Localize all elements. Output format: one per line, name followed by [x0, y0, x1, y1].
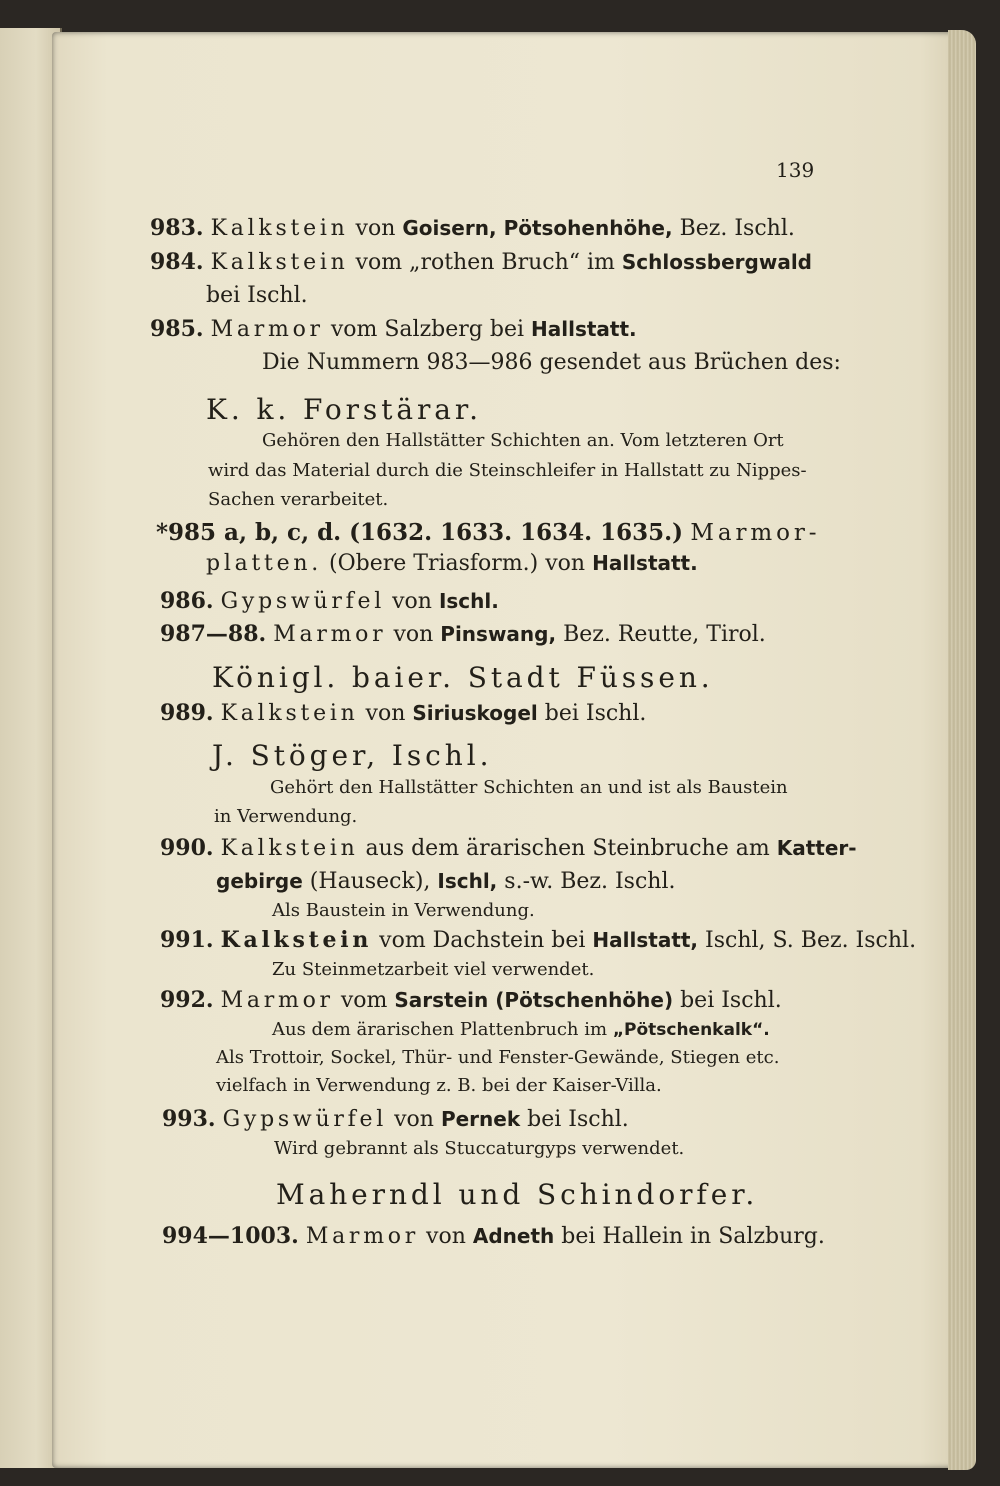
entry-987-88: [160, 623, 766, 646]
entry-locality: Pötsohenhöhe,: [503, 216, 673, 240]
note-line: Gehört den Hallstätter Schichten an und ist als Baustein: [270, 777, 788, 798]
entry-locality: Ischl.: [438, 589, 499, 613]
entry-text: Bez. Reutte, Tirol.: [563, 622, 766, 647]
entry-text: bei Ischl.: [680, 988, 782, 1013]
entry-985a-d-cont: [206, 553, 698, 575]
entry-994-1003: [162, 1225, 825, 1248]
entry-text: von: [355, 216, 396, 241]
exhibitor-heading: K. k. Forstärar.: [206, 393, 482, 426]
note-line: Als Trottoir, Sockel, Thür- und Fenster-Gewände, Stiegen etc.: [216, 1047, 780, 1068]
entry-material: Kalkstein: [210, 216, 349, 241]
entry-locality: (Pötschenhöhe): [495, 988, 674, 1012]
note-983-986: [262, 352, 841, 374]
entry-number: 987—88.: [160, 621, 267, 647]
entry-986: [160, 590, 499, 613]
page-number: 139: [776, 158, 815, 182]
entry-number: 984.: [150, 249, 204, 275]
entry-material: Kalkstein: [220, 927, 373, 953]
entry-material: Marmor-: [690, 520, 821, 546]
entry-text: bei Ischl.: [544, 701, 647, 726]
entry-number: 994—1003.: [162, 1223, 299, 1249]
note-locality: „Pötschenkalk“.: [612, 1020, 770, 1040]
entry-material: Marmor: [273, 622, 387, 647]
entry-locality: Adneth: [472, 1224, 555, 1248]
entry-number: 983.: [150, 215, 204, 241]
entry-text: von: [426, 1224, 466, 1249]
entry-material: Marmor: [220, 988, 334, 1013]
entry-text: Bez. Ischl.: [679, 216, 795, 241]
entry-number: 993.: [162, 1106, 216, 1132]
book-page: [52, 32, 976, 1468]
note-line: wird das Material durch die Steinschleifer in Hallstatt zu Nippes-: [208, 460, 807, 481]
note-line: Sachen verarbeitet.: [208, 489, 389, 510]
entry-985a-d: [156, 521, 820, 545]
note-text: Die Nummern 983—986 gesendet aus Brüchen des:: [262, 350, 841, 375]
entry-locality: Pinswang,: [440, 622, 557, 646]
exhibitor-heading: Maherndl und Schindorfer.: [276, 1178, 759, 1211]
entry-993: [162, 1108, 629, 1131]
entry-text: vom „rothen Bruch“ im: [355, 250, 615, 275]
entry-material: Kalkstein: [210, 250, 349, 275]
entry-locality: Hallstatt.: [531, 317, 637, 341]
entry-locality: Katter-: [776, 836, 857, 860]
entry-locality: Pernek: [440, 1107, 521, 1131]
entry-985: [150, 318, 637, 341]
entry-material: Gypswürfel: [220, 589, 386, 614]
entry-984-cont: [206, 285, 308, 307]
entry-number: 991.: [160, 927, 214, 953]
entry-983: [150, 217, 795, 240]
entry-text: vom Dachstein bei: [379, 928, 586, 953]
entry-number: 990.: [160, 835, 214, 861]
entry-material: platten.: [206, 551, 323, 576]
entry-text: bei Ischl.: [527, 1107, 629, 1132]
entry-locality: Schlossbergwald: [621, 250, 812, 274]
entry-text: s.-w. Bez. Ischl.: [504, 869, 676, 894]
entry-992: [160, 989, 782, 1012]
entry-number: 989.: [160, 700, 214, 726]
note-line: Gehören den Hallstätter Schichten an. Vom letzteren Ort: [262, 430, 784, 451]
entry-990: [160, 837, 857, 860]
entry-locality: gebirge: [216, 869, 303, 893]
entry-material: Marmor: [210, 317, 324, 342]
entry-material: Kalkstein: [220, 701, 359, 726]
entry-locality: Goisern,: [402, 216, 497, 240]
entry-text: vom Salzberg bei: [330, 317, 525, 342]
entry-locality: Ischl,: [437, 869, 498, 893]
entry-locality: Hallstatt,: [592, 928, 699, 952]
note-line: Wird gebrannt als Stuccaturgyps verwendet.: [274, 1138, 685, 1159]
entry-number: *985 a, b, c, d. (1632. 1633. 1634. 1635.): [156, 519, 684, 546]
entry-locality: Hallstatt.: [592, 551, 698, 575]
page-stack-edge: [948, 30, 976, 1470]
entry-984: [150, 251, 812, 274]
entry-989: [160, 702, 646, 725]
note-line: vielfach in Verwendung z. B. bei der Kaiser-Villa.: [216, 1075, 662, 1096]
entry-text: (Hauseck),: [309, 869, 431, 894]
entry-text: Ischl, S. Bez. Ischl.: [705, 928, 917, 953]
entry-number: 986.: [160, 588, 214, 614]
note-line: [272, 1021, 770, 1039]
entry-text: vom: [340, 988, 388, 1013]
entry-text: von: [392, 589, 432, 614]
entry-text: von: [393, 622, 434, 647]
note-line: in Verwendung.: [214, 806, 358, 827]
entry-text: von: [365, 701, 406, 726]
note-text: Aus dem ärarischen Plattenbruch im: [272, 1019, 608, 1040]
entry-990-cont: [216, 871, 675, 893]
entry-991: [160, 929, 916, 952]
entry-text: aus dem ärarischen Steinbruche am: [365, 836, 770, 861]
note-line: Zu Steinmetzarbeit viel verwendet.: [272, 959, 595, 980]
exhibitor-heading: J. Stöger, Ischl.: [212, 739, 493, 772]
entry-text: von: [394, 1107, 434, 1132]
entry-number: 985.: [150, 316, 204, 342]
entry-locality: Sarstein: [394, 988, 489, 1012]
entry-text: bei Ischl.: [206, 283, 308, 308]
entry-material: Marmor: [305, 1224, 420, 1249]
entry-text: (Obere Triasform.) von: [329, 551, 586, 576]
entry-locality: Siriuskogel: [412, 701, 538, 725]
note-line: Als Baustein in Verwendung.: [272, 900, 535, 921]
entry-material: Gypswürfel: [222, 1107, 388, 1132]
exhibitor-heading: Königl. baier. Stadt Füssen.: [212, 661, 714, 694]
entry-number: 992.: [160, 987, 214, 1013]
entry-material: Kalkstein: [220, 836, 359, 861]
entry-text: bei Hallein in Salzburg.: [561, 1224, 825, 1249]
